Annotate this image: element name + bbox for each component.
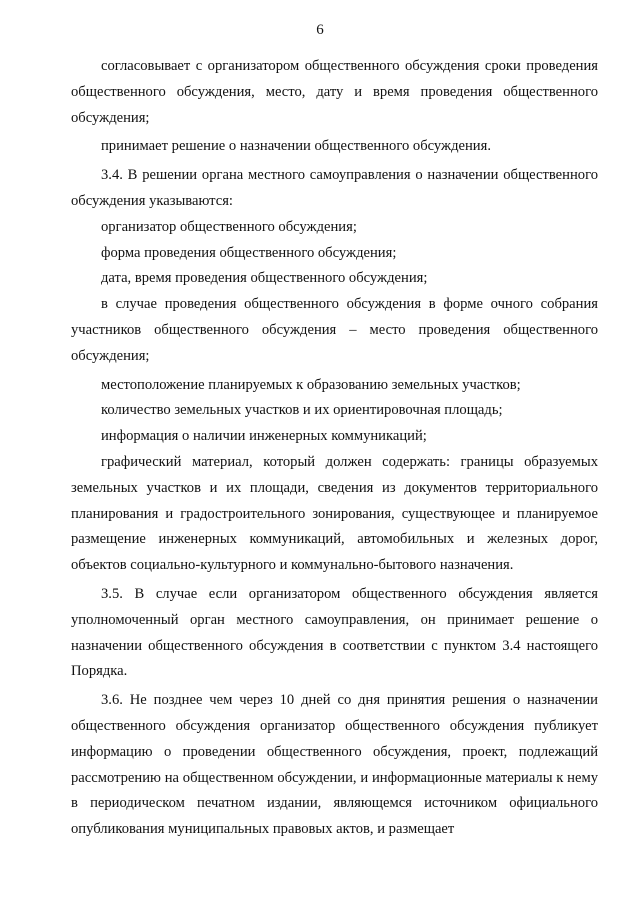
paragraph-3-4: 3.4. В решении органа местного самоуправления о назначении общественного обсуждения указываются: (71, 167, 598, 209)
list-item-quantity: количество земельных участков и их ориентировочная площадь; (101, 402, 503, 419)
list-item-place: в случае проведения общественного обсуждения в форме очного собрания участников общественного обсуждения – место проведения общественного обсуждения; (71, 296, 598, 364)
paragraph-1: согласовывает с организатором общественного обсуждения сроки проведения общественного обсуждения, место, дату и время проведения общественного обсуждения; (71, 58, 598, 126)
list-item-graphic-material: графический материал, который должен содержать: границы образуемых земельных участков и их площади, сведения из документов территориального планирования и градостроительного зонирования, существующее и планируемое размещение инженерных коммуникаций, автомобильных и железных дорог, объектов социально-культурного и коммунально-бытового назначения. (71, 453, 598, 574)
document-body (71, 54, 598, 843)
list-item-date-time: дата, время проведения общественного обсуждения; (101, 270, 428, 287)
page-number: 6 (316, 22, 324, 38)
list-item-utilities: информация о наличии инженерных коммуникаций; (101, 428, 427, 445)
list-item-location: местоположение планируемых к образованию земельных участков; (101, 376, 521, 393)
list-item-form: форма проведения общественного обсуждения; (101, 244, 397, 261)
paragraph-3-5: 3.5. В случае если организатором общественного обсуждения является уполномоченный орган местного самоуправления, он принимает решение о назначении общественного обсуждения в соответствии с пунктом 3.4 настоящего Порядка. (71, 585, 598, 680)
list-item-organizer: организатор общественного обсуждения; (101, 218, 357, 235)
paragraph-3-6: 3.6. Не позднее чем через 10 дней со дня принятия решения о назначении общественного обсуждения организатор общественного обсуждения публикует информацию о проведении общественного обсуждения, проект, подлежащий рассмотрению на общественном обсуждении, и информационные материалы к нему в периодическом печатном издании, являющемся источником официального опубликования муниципальных правовых актов, и размещает (71, 692, 598, 838)
paragraph-2: принимает решение о назначении общественного обсуждения. (101, 138, 491, 155)
